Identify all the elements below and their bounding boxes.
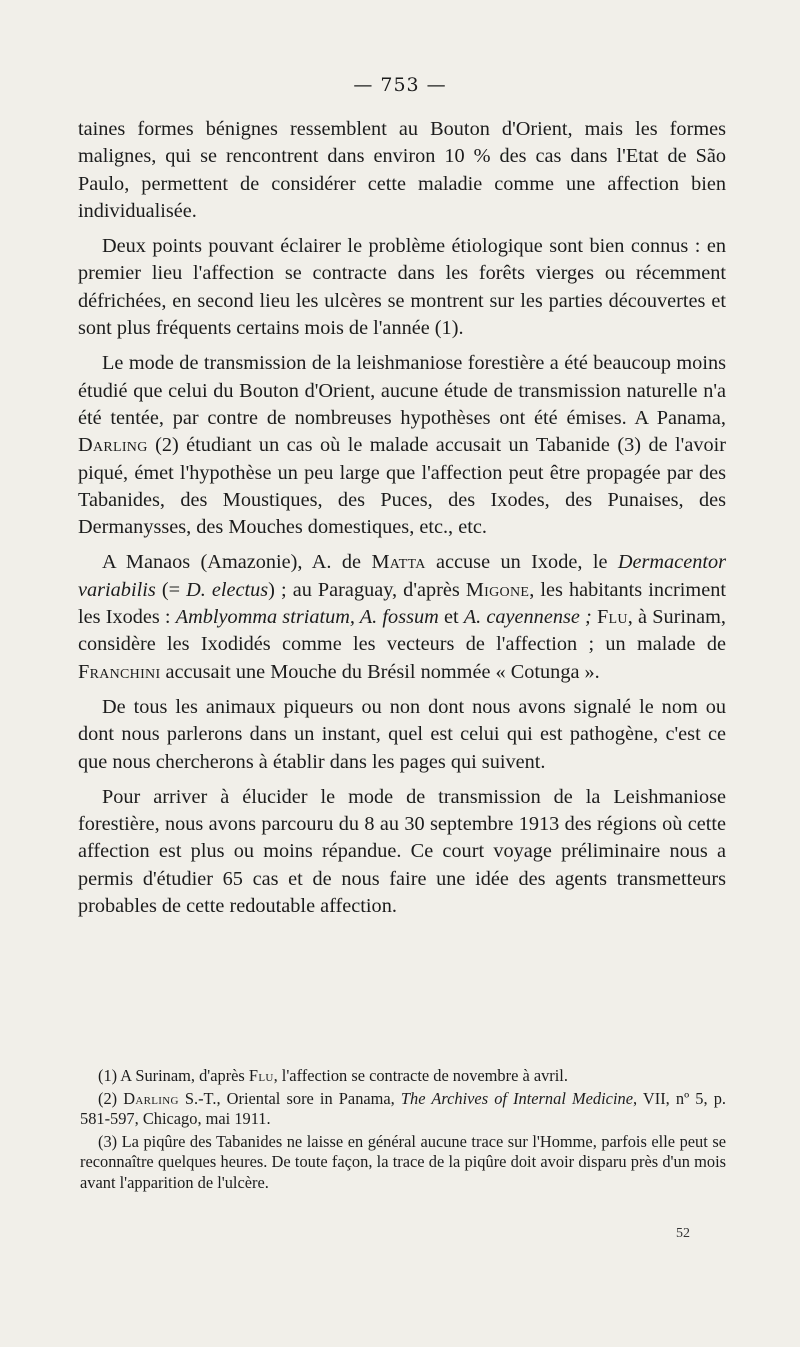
- paragraph-4: [78, 549, 726, 685]
- text-span: et: [438, 606, 464, 629]
- paragraph-5: De tous les animaux piqueurs ou non dont nous avons signalé le nom ou dont nous parlerons dans un instant, quel est celui qui est pathogène, c'est ce que nous chercherons à établir dans les pages qui suivent.: [78, 695, 726, 773]
- text-span: (2) étudiant un cas où le malade accusait un Tabanide (3) de l'avoir piqué, émet l'hypothèse un peu large que l'affection peut être propagée par des Tabanides, des Moustiques, des Puces, des Ixodes, des Punaises, des Dermanysses, des Mouches domestiques, etc., etc.: [78, 434, 726, 539]
- journal-title: The Archives of Internal Medicine: [400, 1088, 633, 1108]
- species-name: A. cayennense ;: [463, 606, 592, 629]
- footnote-1: [80, 1066, 726, 1087]
- text-span: (1) A Surinam, d'après: [98, 1066, 249, 1085]
- paragraph-1: taines formes bénignes ressemblent au Bouton d'Orient, mais les formes malignes, qui se rencontrent dans environ 10 % des cas dans l'Etat de São Paulo, permettent de considérer cette maladie comme une affection bien individualisée.: [78, 118, 726, 222]
- author-migone: Migone: [465, 578, 530, 601]
- author-flu: Flu: [248, 1066, 274, 1085]
- footnote-2: [80, 1089, 726, 1130]
- paragraph-6: Pour arriver à élucider le mode de transmission de la Leishmaniose forestière, nous avons parcouru du 8 au 30 septembre 1913 des régions où cette affection est plus ou moins répandue. Ce court voyage préliminaire nous a permis d'étudier 65 cas et de nous faire une idée des agents transmetteurs probables de cette redoutable affection.: [78, 785, 726, 918]
- text-span: accuse un Ixode, le: [425, 551, 618, 574]
- text-span: Le mode de transmission de la leishmaniose forestière a été beaucoup moins étudié que celui du Bouton d'Orient, aucune étude de transmission naturelle n'a été tentée, par contre de nombreuses hypothèses ont été émises. A Panama,: [78, 352, 726, 429]
- text-span: accusait une Mouche du Brésil nommée « Cotunga ».: [160, 660, 600, 683]
- species-name: D. electus: [186, 578, 269, 601]
- author-franchini: Franchini: [78, 660, 161, 683]
- text-span: , VII, nº 5, p. 581-597, Chicago, mai 1911.: [80, 1088, 727, 1128]
- author-darling: Darling: [78, 434, 148, 457]
- text-span: (2): [98, 1088, 124, 1108]
- text-span: , à Surinam, considère les Ixodidés comme les vecteurs de l'affection ; un malade de: [78, 606, 727, 656]
- species-name: Amblyomma striatum, A. fossum: [175, 606, 439, 629]
- text-span: A Manaos (Amazonie), A. de: [102, 551, 372, 574]
- species-name: Dermacentor variabilis: [78, 551, 726, 601]
- author-darling: Darling: [123, 1088, 179, 1108]
- text-span: , l'affection se contracte de novembre à avril.: [273, 1066, 568, 1085]
- text-span: (=: [155, 578, 187, 601]
- page-number: — 753 —: [353, 74, 447, 96]
- text-span: S.-T., Oriental sore in Panama,: [178, 1088, 401, 1108]
- author-matta: Matta: [371, 551, 426, 574]
- body-text: [78, 116, 726, 928]
- footnotes: [80, 1066, 726, 1195]
- paragraph-2: Deux points pouvant éclairer le problème étiologique sont bien connus : en premier lieu l'affection se contracte dans les forêts vierges ou récemment défrichées, en second lieu les ulcères se montrent sur les parties découvertes et sont plus fréquents certains mois de l'année (1).: [78, 235, 726, 340]
- author-flu: Flu: [596, 606, 628, 629]
- signature-mark: 52: [676, 1226, 690, 1241]
- paragraph-3: [78, 350, 726, 541]
- footnote-3: (3) La piqûre des Tabanides ne laisse en général aucune trace sur l'Homme, parfois elle peut se reconnaître quelques heures. De toute façon, la trace de la piqûre doit avoir disparu près d'un mois avant l'apparition de l'ulcère.: [80, 1131, 726, 1192]
- text-span: ) ; au Paraguay, d'après: [268, 578, 466, 601]
- text-span: , les habitants incriment les Ixodes :: [78, 578, 726, 629]
